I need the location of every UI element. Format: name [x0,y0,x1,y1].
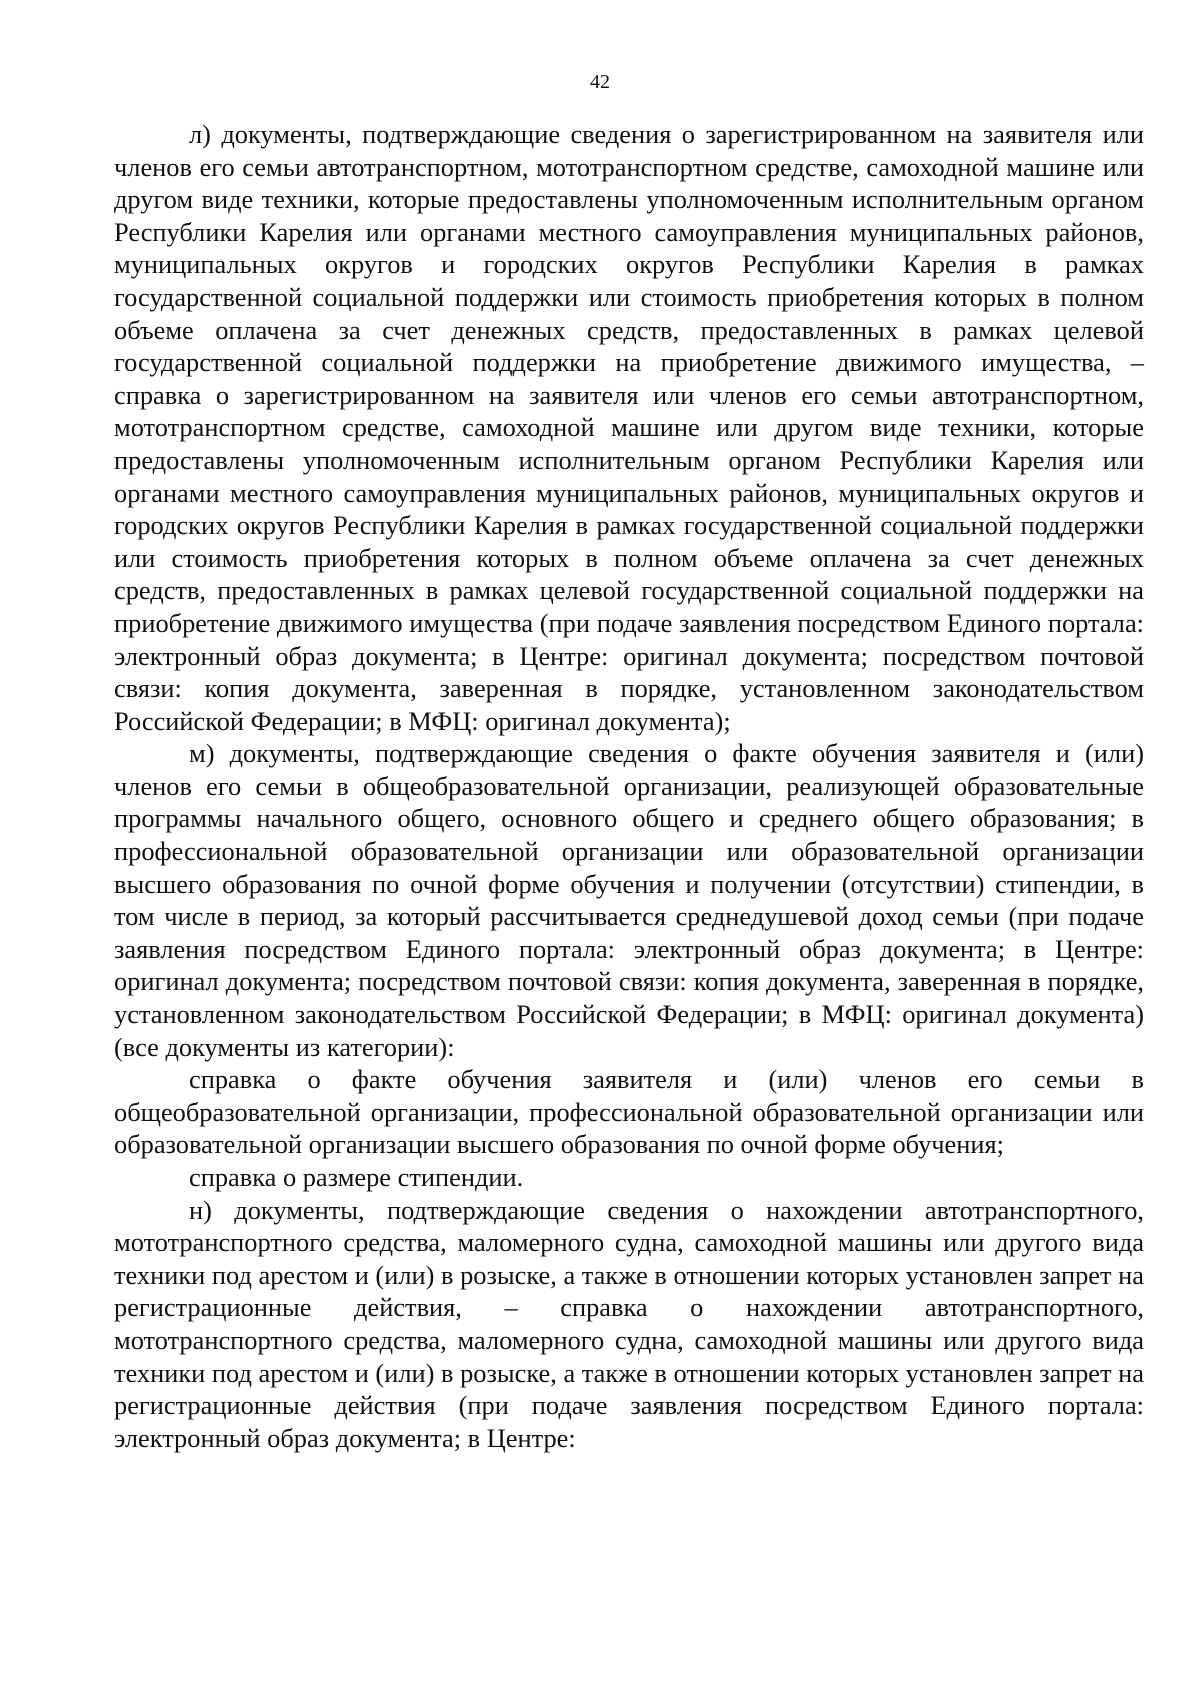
paragraph-m: м) документы, подтверждающие сведения о факте обучения заявителя и (или) членов его семьи в общеобразовательной организации, реализующей образовательные программы начального общего, основного общего и среднего общего образования; в профессиональной образовательной организации или образовательной организации высшего образования по очной форме обучения и получении (отсутствии) стипендии, в том числе в период, за который рассчитывается среднедушевой доход семьи (при подаче заявления посредством Единого портала: электронный образ документа; в Центре: оригинал документа; посредством почтовой связи: копия документа, заверенная в порядке, установленном законодательством Российской Федерации; в МФЦ: оригинал документа) (все документы из категории): [114,738,1144,1062]
paragraph-l: л) документы, подтверждающие сведения о зарегистрированном на заявителя или членов его семьи автотранспортном, мототранспортном средстве, самоходной машине или другом виде техники, которые предоставлены уполномоченным исполнительным органом Республики Карелия или органами местного самоуправления муниципальных районов, муниципальных округов и городских округов Республики Карелия в рамках государственной социальной поддержки или стоимость приобретения которых в полном объеме оплачена за счет денежных средств, предоставленных в рамках целевой государственной социальной поддержки на приобретение движимого имущества, – справка о зарегистрированном на заявителя или членов его семьи автотранспортном, мототранспортном средстве, самоходной машине или другом виде техники, которые предоставлены уполномоченным исполнительным органом Республики Карелия или органами местного самоуправления муниципальных районов, муниципальных округов и городских округов Республики Карелия в рамках государственной социальной поддержки или стоимость приобретения которых в полном объеме оплачена за счет денежных средств, предоставленных в рамках целевой государственной социальной поддержки на приобретение движимого имущества (при подаче заявления посредством Единого портала: электронный образ документа; в Центре: оригинал документа; посредством почтовой связи: копия документа, заверенная в порядке, установленном законодательством Российской Федерации; в МФЦ: оригинал документа); [114,119,1144,736]
paragraph-n: н) документы, подтверждающие сведения о нахождении автотранспортного, мототранспортного средства, маломерного судна, самоходной машины или другого вида техники под арестом и (или) в розыске, а также в отношении которых установлен запрет на регистрационные действия, – справка о нахождении автотранспортного, мототранспортного средства, маломерного судна, самоходной машины или другого вида техники под арестом и (или) в розыске, а также в отношении которых установлен запрет на регистрационные действия (при подаче заявления посредством Единого портала: электронный образ документа; в Центре: [114,1194,1144,1453]
page-number: 42 [590,71,610,93]
document-body [114,118,1144,1454]
paragraph-m-item-1: справка о факте обучения заявителя и (или) членов его семьи в общеобразовательной организации, профессиональной образовательной организации или образовательной организации высшего образования по очной форме обучения; [114,1064,1144,1160]
paragraph-m-item-2: справка о размере стипендии. [189,1162,524,1192]
